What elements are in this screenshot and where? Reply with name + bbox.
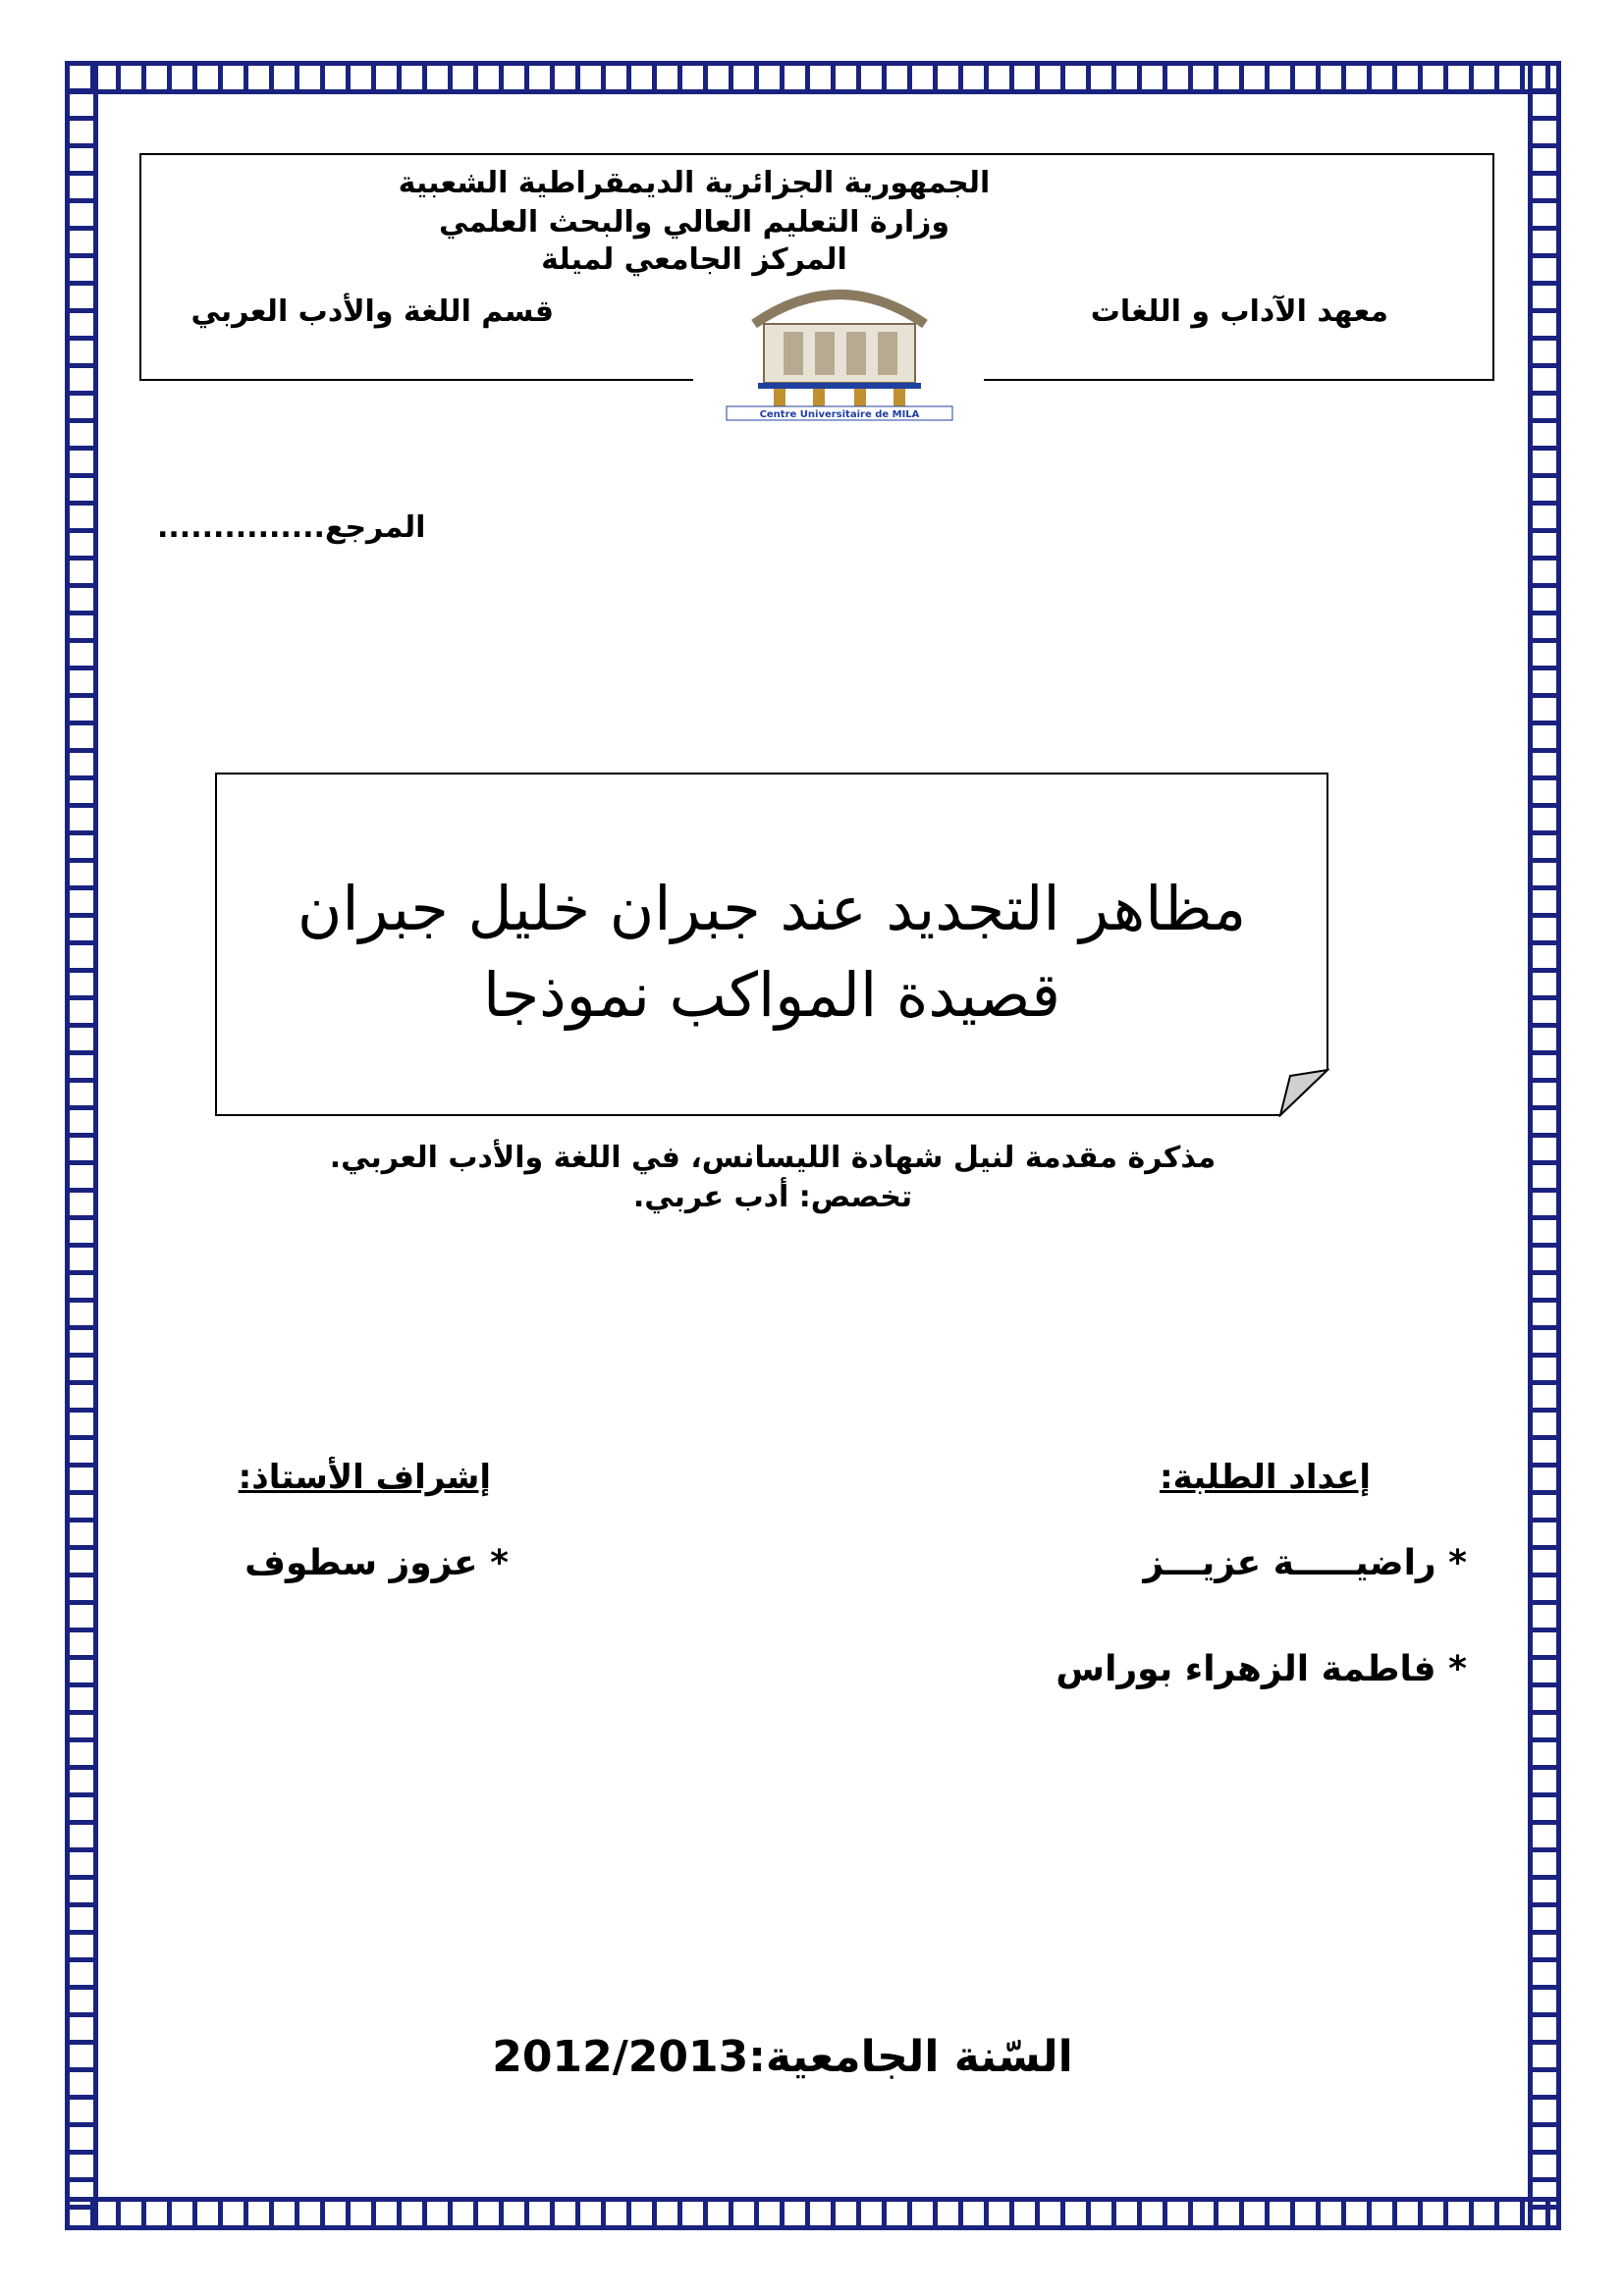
- supervisor-name: * عزوز سطوف: [244, 1543, 509, 1583]
- institute-name: معهد الآداب و اللغات: [1090, 294, 1388, 329]
- reference-field: المرجع...............: [157, 510, 426, 545]
- thesis-title-line1: مظاهر التجديد عند جبران خليل جبران: [297, 873, 1247, 944]
- logo-caption: Centre Universitaire de MILA: [759, 409, 920, 420]
- university-center-title: المركز الجامعي لميلة: [541, 242, 847, 277]
- ministry-title: وزارة التعليم العالي والبحث العلمي: [438, 205, 950, 240]
- thesis-purpose: مذكرة مقدمة لنيل شهادة الليسانس، في اللغة والأدب العربي.: [329, 1141, 1217, 1175]
- academic-year: السّنة الجامعية:2012/2013: [492, 2032, 1073, 2082]
- prepared-by-heading: إعداد الطلبة:: [1160, 1458, 1371, 1497]
- supervision-heading: إشراف الأستاذ:: [238, 1458, 491, 1497]
- thesis-title-line2: قصيدة المواكب نموذجا: [482, 959, 1061, 1031]
- specialization: تخصص: أدب عربي.: [632, 1180, 913, 1214]
- student-name: * فاطمة الزهراء بوراس: [1056, 1649, 1467, 1689]
- title-box: [214, 772, 1329, 1117]
- department-name: قسم اللغة والأدب العربي: [190, 294, 554, 329]
- student-name: * راضيـــــة عزيـــز: [1143, 1543, 1467, 1583]
- university-logo: [725, 265, 954, 422]
- republic-title: الجمهورية الجزائرية الديمقراطية الشعبية: [398, 166, 991, 200]
